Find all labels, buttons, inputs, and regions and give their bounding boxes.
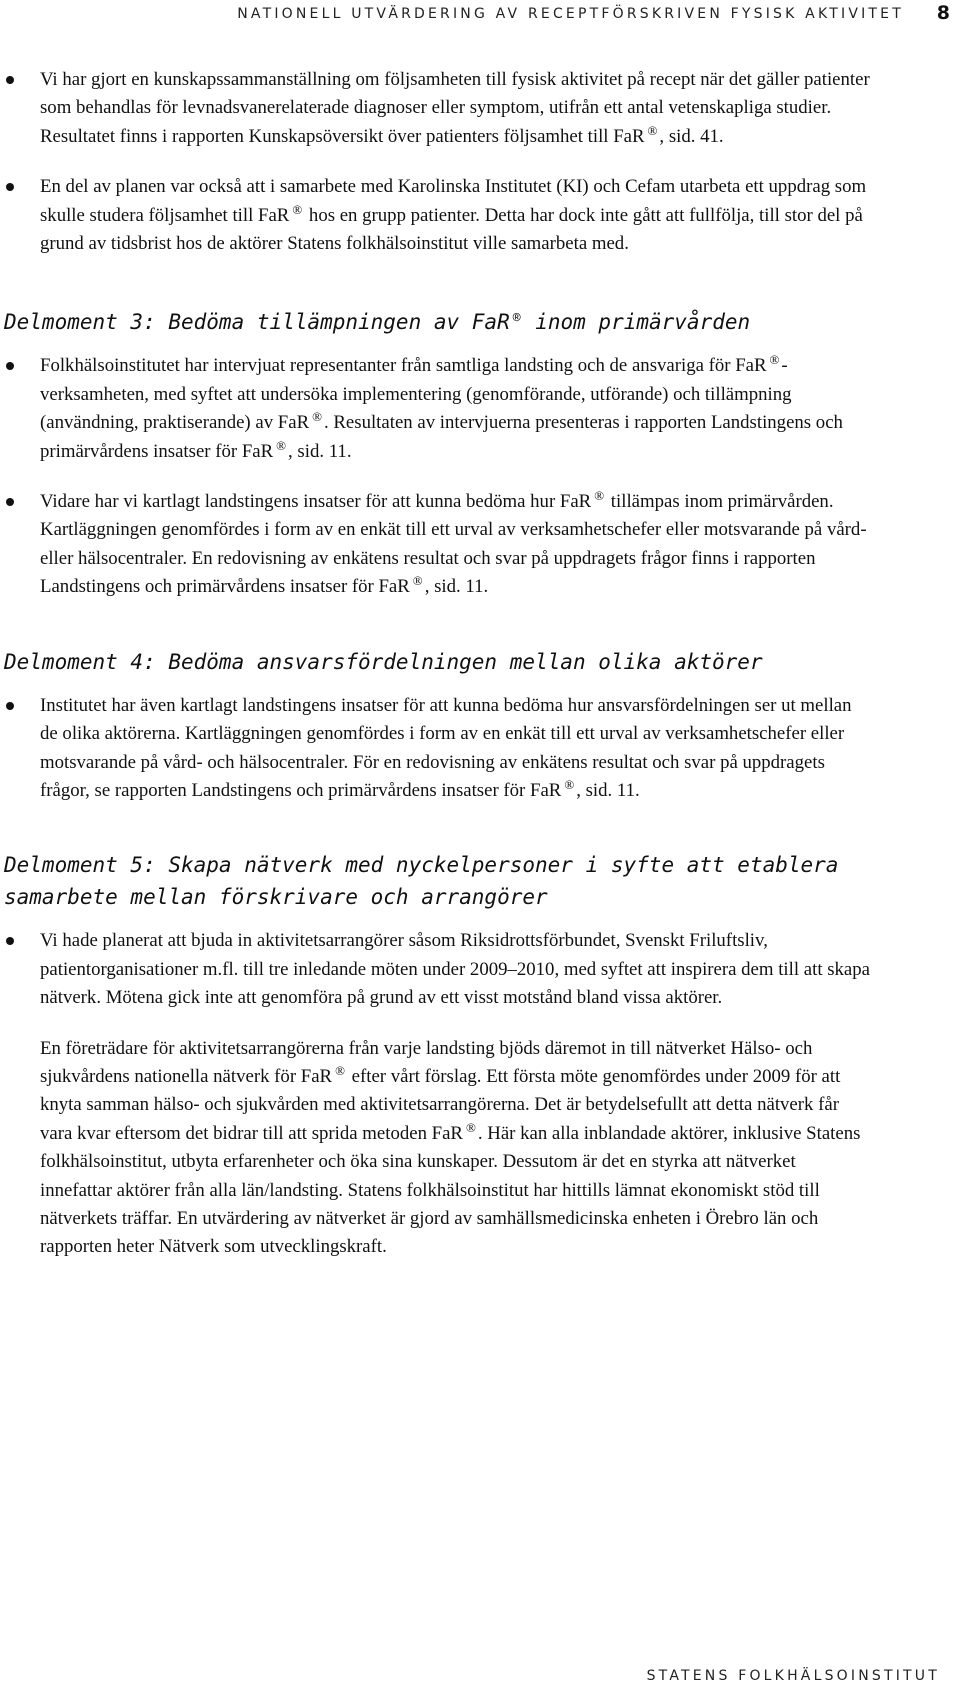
heading-text: inom primärvården — [522, 310, 751, 335]
paragraph-text: -verksamheten, med syftet att undersöka implementering (genomförande, utförande) och tillämpning (användning, praktiserande) av FaR — [40, 355, 792, 434]
list-item — [0, 692, 960, 806]
paragraph-text: , sid. 11. — [576, 779, 640, 801]
section-3-heading — [0, 306, 960, 338]
bullet-icon — [6, 362, 14, 370]
paragraph-text: Vi har gjort en kunskapssammanställning om följsamheten till fysisk aktivitet på recept när det gäller patienter som behandlas för levnadsvanerelaterade diagnoser eller symptom, utifrån ett antal vetenskapliga studier. Resultatet finns i rapporten Kunskapsöversikt över patienters följsamhet till FaR — [40, 69, 870, 147]
paragraph-text: Vidare har vi kartlagt landstingens insatser för att kunna bedöma hur FaR — [40, 491, 592, 513]
paragraph-text: En del av planen var också att i samarbete med Karolinska Institutet (KI) och Cefam utarbeta ett uppdrag som skulle studera följsamhet till FaR — [40, 176, 867, 226]
paragraph-text: , sid. 11. — [424, 576, 489, 598]
section-3-bullet-list — [0, 352, 960, 601]
paragraph-text: . Resultaten av intervjuerna presenteras i rapporten Landstingens och primärvårdens insatser för FaR — [40, 412, 843, 462]
list-item — [0, 927, 960, 1012]
registered-mark: ® — [512, 311, 521, 327]
paragraph-text: , sid. 41. — [659, 125, 724, 147]
paragraph-text: Folkhälsoinstitutet har intervjuat representanter från samtliga landsting och de ansvariga för FaR — [40, 355, 767, 377]
paragraph-text: efter vårt förslag. Ett första möte genomfördes under 2009 för att knyta samman hälso- och sjukvården med aktivitetsarrangörerna. Det är betydelsefullt att detta nätverk får vara kvar eftersom det bidrar till att sprida metoden FaR — [40, 1065, 841, 1144]
list-item — [0, 352, 960, 466]
list-item — [0, 488, 960, 602]
bullet-icon — [6, 76, 14, 84]
registered-mark: ® — [564, 776, 575, 792]
bullet-icon — [6, 937, 14, 945]
header-title: NATIONELL UTVÄRDERING AV RECEPTFÖRSKRIVEN FYSISK AKTIVITET — [237, 6, 904, 22]
section-5-bullet-list — [0, 927, 960, 1012]
paragraph-text: hos en grupp patienter. Detta har dock inte gått att fullfölja, till stor del på grund av tidsbrist hos de aktörer Statens folkhälsoinstitut ville samarbeta med. — [40, 204, 863, 255]
bullet-icon — [6, 183, 14, 191]
registered-mark: ® — [276, 437, 287, 453]
registered-mark: ® — [335, 1062, 345, 1078]
registered-mark: ® — [465, 1119, 476, 1135]
bullet-icon — [6, 702, 14, 710]
intro-bullet-list — [0, 66, 960, 258]
registered-mark: ® — [594, 488, 605, 504]
registered-mark: ® — [647, 122, 658, 138]
heading-text: Delmoment 3: Bedöma tillämpningen av FaR — [4, 310, 510, 335]
registered-mark: ® — [312, 409, 322, 425]
paragraph-text: tillämpas inom primärvården. Kartläggningen genomfördes i form av en enkät till ett urval av verksamhetschefer eller motsvarande på vård- eller hälsocentraler. En redovisning av enkätens resultat och svar på uppdragets frågor finns i rapporten Landstingens och primärvårdens insatser för FaR — [40, 491, 867, 598]
section-4-bullet-list — [0, 692, 960, 806]
paragraph-text: , sid. 11. — [288, 440, 352, 462]
bullet-icon — [6, 498, 14, 506]
registered-mark: ® — [412, 573, 423, 589]
registered-mark: ® — [292, 201, 303, 217]
section-5-paragraph — [0, 1035, 960, 1262]
page-number: 8 — [936, 2, 950, 24]
section-5-heading: Delmoment 5: Skapa nätverk med nyckelpersoner i syfte att etablera samarbete mellan förskrivare och arrangörer — [4, 853, 839, 910]
page-content — [0, 66, 960, 1262]
registered-mark: ® — [769, 352, 780, 368]
running-header — [0, 2, 960, 28]
paragraph-text: Vi hade planerat att bjuda in aktivitetsarrangörer såsom Riksidrottsförbundet, Svenskt Friluftsliv, patientorganisationer m.fl. till tre inledande möten under 2009–2010, med syftet att inspirera dem till att skapa nätverk. Mötena gick inte att genomföra på grund av ett visst motstånd bland vissa aktörer. — [40, 930, 870, 1009]
paragraph-text: Institutet har även kartlagt landstingens insatser för att kunna bedöma hur ansvarsfördelningen ser ut mellan de olika aktörerna. Kartläggningen genomfördes i form av en enkät till ett urval av verksamhetschefer eller motsvarande på vård- och hälsocentraler. För en redovisning av enkätens resultat och svar på uppdragets frågor, se rapporten Landstingens och primärvårdens insatser för FaR — [40, 694, 852, 801]
list-item — [0, 66, 960, 151]
section-4-heading: Delmoment 4: Bedöma ansvarsfördelningen mellan olika aktörer — [4, 649, 763, 674]
paragraph-text: En företrädare för aktivitetsarrangörerna från varje landsting bjöds däremot in till nätverket Hälso- och sjukvårdens nationella nätverk för FaR — [40, 1037, 813, 1087]
list-item — [0, 173, 960, 258]
running-footer: STATENS FOLKHÄLSOINSTITUT — [646, 1668, 940, 1684]
paragraph-text: . Här kan alla inblandade aktörer, inklusive Statens folkhälsoinstitut, utbyta erfarenheter och öka sina kunskaper. Dessutom är det en styrka att nätverket innefattar aktörer från alla län/landsting. Statens folkhälsoinstitut har hittills lämnat ekonomiskt stöd till nätverkets träffar. En utvärdering av nätverket är gjord av samhällsmedicinska enheten i Örebro län och rapporten heter Nätverk som utvecklingskraft. — [40, 1122, 861, 1258]
